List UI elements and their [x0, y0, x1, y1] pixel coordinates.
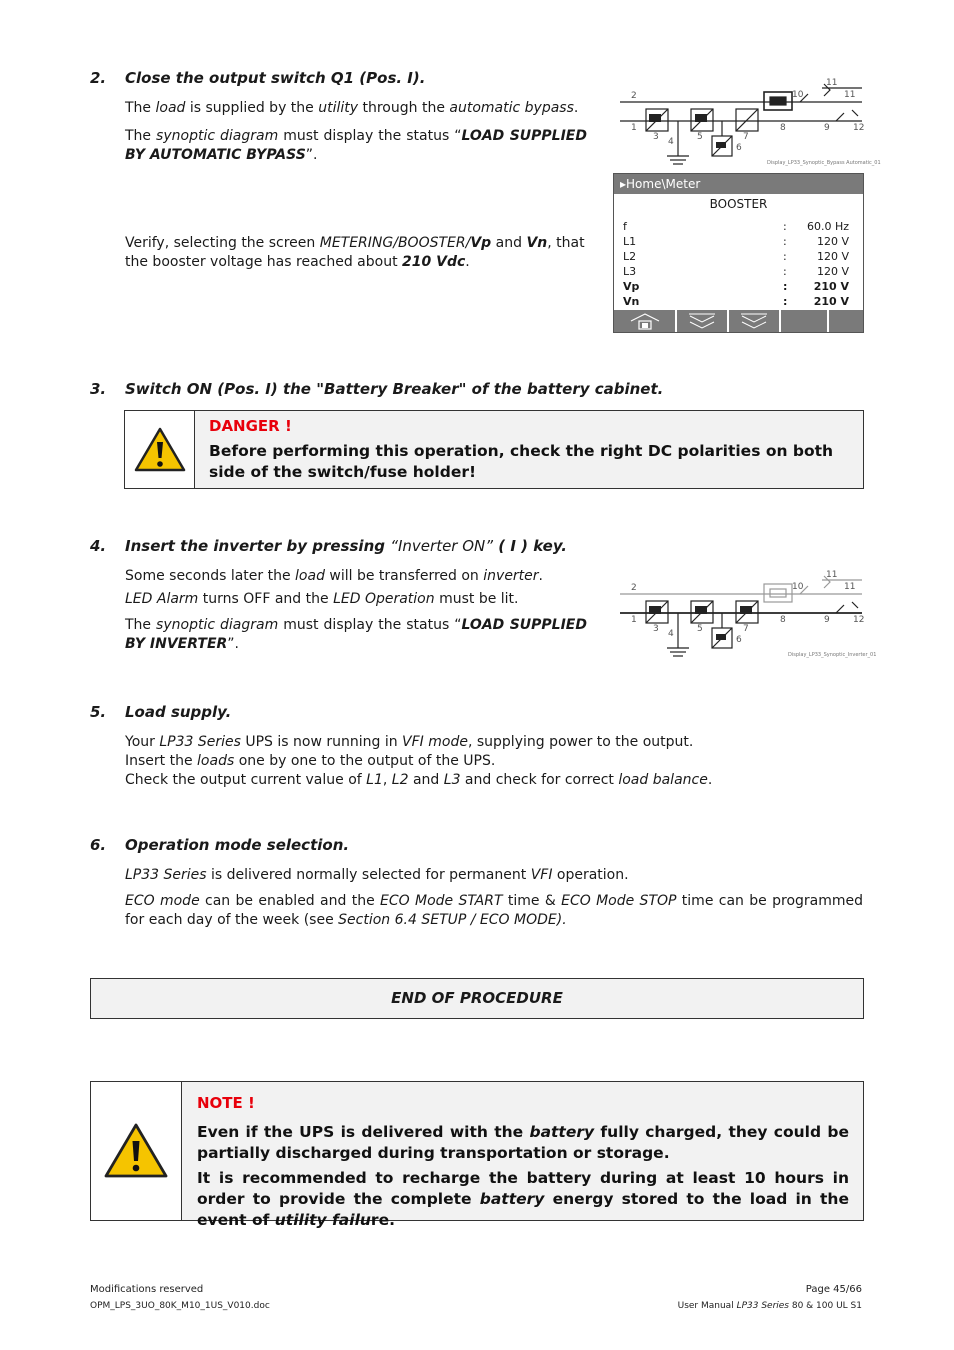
diagram-label: 11	[844, 90, 856, 100]
danger-header: DANGER !	[209, 417, 292, 435]
paragraph: The load is supplied by the utility through the automatic bypass.	[125, 100, 579, 116]
meter-header: ▸Home\Meter	[614, 174, 863, 194]
step-number: 6.	[90, 836, 107, 854]
step-number: 5.	[90, 703, 107, 721]
meter-row: Vn : 210 V	[623, 295, 849, 308]
diagram-label: 4	[668, 137, 674, 147]
diagram-label: 2	[631, 91, 637, 101]
footer-modifications: Modifications reserved	[90, 1284, 204, 1295]
note-box	[90, 1081, 864, 1229]
step-title: Operation mode selection.	[125, 836, 350, 854]
diagram-label: 5	[697, 132, 703, 142]
step-number: 2.	[90, 69, 107, 87]
danger-box	[124, 410, 864, 489]
paragraph: Verify, selecting the screen METERING/BOOSTER/Vp and Vn, that the booster voltage has reached about 210 Vdc.	[125, 235, 585, 270]
diagram-label: 7	[743, 132, 749, 142]
diagram-label: 11	[844, 582, 856, 592]
paragraph: LED Alarm turns OFF and the LED Operation must be lit.	[125, 591, 519, 607]
danger-text: Before performing this operation, check the right DC polarities on both side of the switch/fuse holder!	[209, 442, 834, 481]
diagram-label: 1	[631, 123, 637, 133]
double-chevron-down-icon	[687, 312, 717, 330]
diagram-label: 6	[736, 635, 742, 645]
note-header: NOTE !	[197, 1094, 255, 1112]
home-button[interactable]	[614, 310, 677, 332]
diagram-caption: Display_LP33_Synoptic_Bypass Automatic_01	[767, 160, 881, 166]
empty-softkey[interactable]	[781, 310, 829, 332]
meter-row: L2 : 120 V	[623, 250, 849, 263]
diagram-label: 7	[743, 624, 749, 634]
step-number: 3.	[90, 380, 107, 398]
arrow-right-icon: ▸	[620, 177, 627, 191]
paragraph: Your LP33 Series UPS is now running in VFI mode, supplying power to the output. Insert the loads one by one to the output of the UPS. Check the output current value of L1, L2 and L3 and check for correct load balance.	[125, 734, 713, 788]
diagram-label: 3	[653, 132, 659, 142]
step-number: 4.	[90, 537, 107, 555]
note-text: It is recommended to recharge the battery during at least 10 hours in order to provide the complete battery energy stored to the load in the event of utility failure.	[197, 1169, 849, 1229]
diagram-label: 4	[668, 629, 674, 639]
warning-icon-cell	[91, 1082, 182, 1220]
step-title: Switch ON (Pos. I) the "Battery Breaker" of the battery cabinet.	[125, 380, 664, 398]
page-down-button[interactable]	[729, 310, 781, 332]
home-icon	[627, 312, 663, 330]
meter-display	[613, 173, 864, 333]
note-text: Even if the UPS is delivered with the battery fully charged, they could be partially discharged during transportation or storage.	[197, 1123, 849, 1162]
meter-row: L1 : 120 V	[623, 235, 849, 248]
warning-icon-cell	[125, 411, 195, 488]
meter-row: Vp : 210 V	[623, 280, 849, 293]
synoptic-diagram-inverter	[612, 568, 877, 660]
footer-doc-id: OPM_LPS_3UO_80K_M10_1US_V010.doc	[90, 1301, 270, 1311]
diagram-label: 12	[853, 615, 865, 625]
step-title: Close the output switch Q1 (Pos. I).	[125, 69, 426, 87]
footer-manual-title: User Manual LP33 Series 80 & 100 UL S1	[677, 1301, 862, 1311]
diagram-label: 12	[853, 123, 865, 133]
diagram-label: 2	[631, 583, 637, 593]
diagram-label: 8	[780, 615, 786, 625]
paragraph: ECO mode can be enabled and the ECO Mode START time & ECO Mode STOP time can be programmed for each day of the week (see Section 6.4 SETUP / ECO MODE).	[125, 893, 864, 928]
paragraph: The synoptic diagram must display the status “LOAD SUPPLIED BY AUTOMATIC BYPASS”.	[125, 128, 587, 163]
warning-triangle-icon	[103, 1122, 169, 1180]
diagram-label: 10	[792, 90, 804, 100]
footer-page-number: Page 45/66	[805, 1284, 862, 1295]
paragraph: The synoptic diagram must display the status “LOAD SUPPLIED BY INVERTER”.	[125, 617, 587, 652]
diagram-caption: Display_LP33_Synoptic_Inverter_01	[788, 652, 877, 658]
paragraph: Some seconds later the load will be transferred on inverter.	[125, 568, 543, 584]
meter-button-bar	[614, 310, 863, 332]
diagram-label: 6	[736, 143, 742, 153]
diagram-label: 11	[826, 78, 838, 88]
paragraph: LP33 Series is delivered normally selected for permanent VFI operation.	[125, 867, 629, 883]
double-chevron-down-icon	[739, 312, 769, 330]
warning-triangle-icon	[133, 426, 187, 474]
meter-row: f : 60.0 Hz	[623, 220, 849, 233]
meter-row: L3 : 120 V	[623, 265, 849, 278]
diagram-label: 9	[824, 123, 830, 133]
end-of-procedure-box: END OF PROCEDURE	[90, 978, 864, 1019]
diagram-label: 5	[697, 624, 703, 634]
diagram-label: 8	[780, 123, 786, 133]
synoptic-diagram-bypass	[612, 76, 881, 168]
diagram-label: 3	[653, 624, 659, 634]
diagram-label: 11	[826, 570, 838, 580]
diagram-label: 10	[792, 582, 804, 592]
meter-title: BOOSTER	[709, 197, 768, 211]
step-title: Insert the inverter by pressing “Inverter ON” ( I ) key.	[125, 537, 567, 555]
scroll-down-button[interactable]	[677, 310, 729, 332]
diagram-label: 1	[631, 615, 637, 625]
diagram-label: 9	[824, 615, 830, 625]
step-title: Load supply.	[125, 703, 232, 721]
